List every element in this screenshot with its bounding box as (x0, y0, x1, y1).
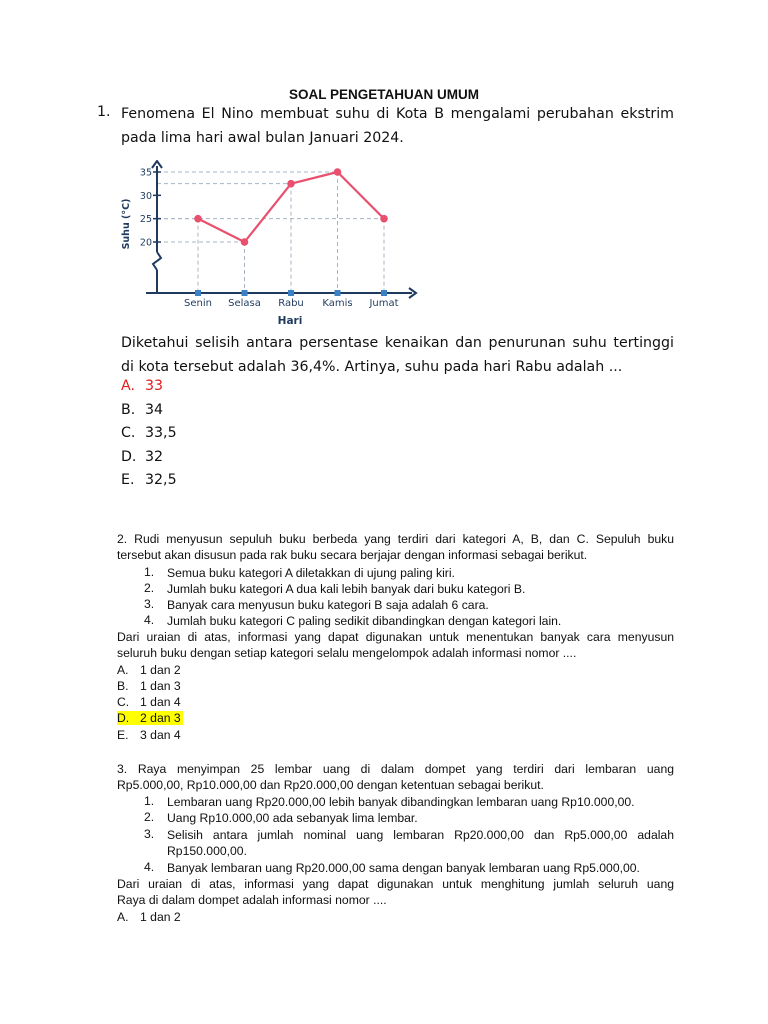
y-axis-break (153, 252, 161, 270)
question-2-option-a (117, 663, 181, 677)
question-1-option-c (121, 425, 177, 441)
question-3-item-3-line-2: Rp150.000,00. (167, 844, 247, 858)
temperature-line-chart (116, 160, 426, 330)
question-3-item-1-number: 1. (144, 794, 155, 808)
x-tick-marker (381, 290, 387, 296)
x-tick-label: Jumat (369, 298, 399, 309)
option-letter: D. (121, 449, 137, 465)
option-letter: A. (117, 663, 129, 677)
question-3-text-line-2: Raya di dalam dompet adalah informasi nomor .... (117, 893, 387, 907)
y-tick-label: 25 (139, 214, 152, 226)
question-3-item-1: Lembaran uang Rp20.000,00 lebih banyak dibandingkan lembaran uang Rp10.000,00. (167, 795, 635, 809)
x-tick-marker (288, 290, 294, 296)
question-1-option-d (121, 449, 163, 465)
question-2-intro-line-2: tersebut akan disusun pada rak buku secara berjajar dengan informasi sebagai berikut. (117, 548, 588, 562)
question-3-item-4-number: 4. (144, 860, 155, 874)
y-tick-label: 20 (139, 237, 152, 249)
question-1-text-line-1: Diketahui selisih antara persentase kenaikan dan penurunan suhu tertinggi (121, 335, 674, 351)
question-3-text-line-1: Dari uraian di atas, informasi yang dapat digunakan untuk menghitung jumlah seluruh uang (117, 877, 674, 891)
option-text: 33,5 (145, 425, 177, 441)
option-letter: C. (121, 425, 136, 441)
x-tick-label: Selasa (228, 298, 261, 309)
option-text: 2 dan 3 (140, 711, 181, 725)
question-3-item-3-line-1: Selisih antara jumlah nominal uang lembaran Rp20.000,00 dan Rp5.000,00 adalah (167, 828, 674, 842)
question-2-intro-line-1: 2. Rudi menyusun sepuluh buku berbeda yang terdiri dari kategori A, B, dan C. Sepuluh buku (117, 532, 674, 546)
option-text: 3 dan 4 (140, 728, 181, 742)
question-3-item-2: Uang Rp10.000,00 ada sebanyak lima lembar. (167, 811, 418, 825)
question-2-option-e (117, 728, 181, 742)
option-letter: D. (117, 711, 130, 725)
option-text: 32,5 (145, 472, 177, 488)
option-letter: B. (117, 679, 129, 693)
question-1-intro-line-2: pada lima hari awal bulan Januari 2024. (121, 130, 404, 146)
x-tick-label: Senin (184, 298, 212, 309)
option-text: 1 dan 2 (140, 663, 181, 677)
question-3-intro-line-1: 3. Raya menyimpan 25 lembar uang di dalam dompet yang terdiri dari lembaran uang (117, 762, 674, 776)
x-axis-title: Hari (277, 315, 303, 327)
question-1-text-line-2: di kota tersebut adalah 36,4%. Artinya, suhu pada hari Rabu adalah ... (121, 359, 623, 375)
question-1-number: 1. (97, 104, 111, 120)
data-point-kamis (334, 168, 342, 176)
option-letter: E. (117, 728, 129, 742)
question-2-item-3: Banyak cara menyusun buku kategori B saja adalah 6 cara. (167, 598, 489, 612)
question-1-option-a (121, 378, 163, 394)
question-2-item-4-number: 4. (144, 613, 155, 627)
y-axis-title: Suhu (°C) (121, 198, 132, 250)
option-text: 34 (145, 402, 164, 418)
option-letter: A. (117, 910, 129, 924)
question-3-item-4: Banyak lembaran uang Rp20.000,00 sama dengan banyak lembaran uang Rp5.000,00. (167, 861, 640, 875)
option-text: 33 (145, 378, 164, 394)
question-3-option-a (117, 910, 181, 924)
option-text: 32 (145, 449, 164, 465)
document-title: SOAL PENGETAHUAN UMUM (288, 87, 479, 102)
option-text: 1 dan 3 (140, 679, 181, 693)
question-1-option-b (121, 402, 163, 418)
question-2-item-3-number: 3. (144, 597, 155, 611)
x-tick-marker (335, 290, 341, 296)
option-letter: B. (121, 402, 136, 418)
data-point-senin (194, 215, 202, 223)
question-1-intro-line-1: Fenomena El Nino membuat suhu di Kota B mengalami perubahan ekstrim (121, 106, 674, 122)
data-point-rabu (287, 180, 295, 188)
option-text: 1 dan 4 (140, 695, 181, 709)
x-tick-marker (242, 290, 248, 296)
question-2-item-1: Semua buku kategori A diletakkan di ujung paling kiri. (167, 566, 455, 580)
data-point-jumat (380, 215, 388, 223)
x-tick-label: Kamis (322, 298, 353, 309)
question-2-item-2-number: 2. (144, 581, 155, 595)
question-2-option-b (117, 679, 181, 693)
question-3-intro-line-2: Rp5.000,00, Rp10.000,00 dan Rp20.000,00 dengan ketentuan sebagai berikut. (117, 778, 544, 792)
question-2-item-4: Jumlah buku kategori C paling sedikit dibandingkan dengan kategori lain. (167, 614, 562, 628)
option-letter: A. (121, 378, 135, 394)
data-point-selasa (241, 238, 249, 246)
question-2-text-line-2: seluruh buku dengan setiap kategori selalu mengelompok adalah informasi nomor .... (117, 646, 577, 660)
question-2-item-2: Jumlah buku kategori A dua kali lebih banyak dari buku kategori B. (167, 582, 526, 596)
question-2-option-d (117, 711, 183, 725)
option-letter: E. (121, 472, 135, 488)
x-tick-marker (195, 290, 201, 296)
option-letter: C. (117, 695, 130, 709)
question-2-item-1-number: 1. (144, 565, 155, 579)
question-3-item-2-number: 2. (144, 810, 155, 824)
y-tick-label: 35 (139, 167, 152, 179)
y-tick-label: 30 (139, 190, 152, 202)
question-1-option-e (121, 472, 177, 488)
x-tick-label: Rabu (278, 298, 304, 309)
question-2-option-c (117, 695, 181, 709)
question-3-item-3-number: 3. (144, 827, 155, 841)
question-2-text-line-1: Dari uraian di atas, informasi yang dapat digunakan untuk menentukan banyak cara menyusun (117, 630, 674, 644)
option-text: 1 dan 2 (140, 910, 181, 924)
